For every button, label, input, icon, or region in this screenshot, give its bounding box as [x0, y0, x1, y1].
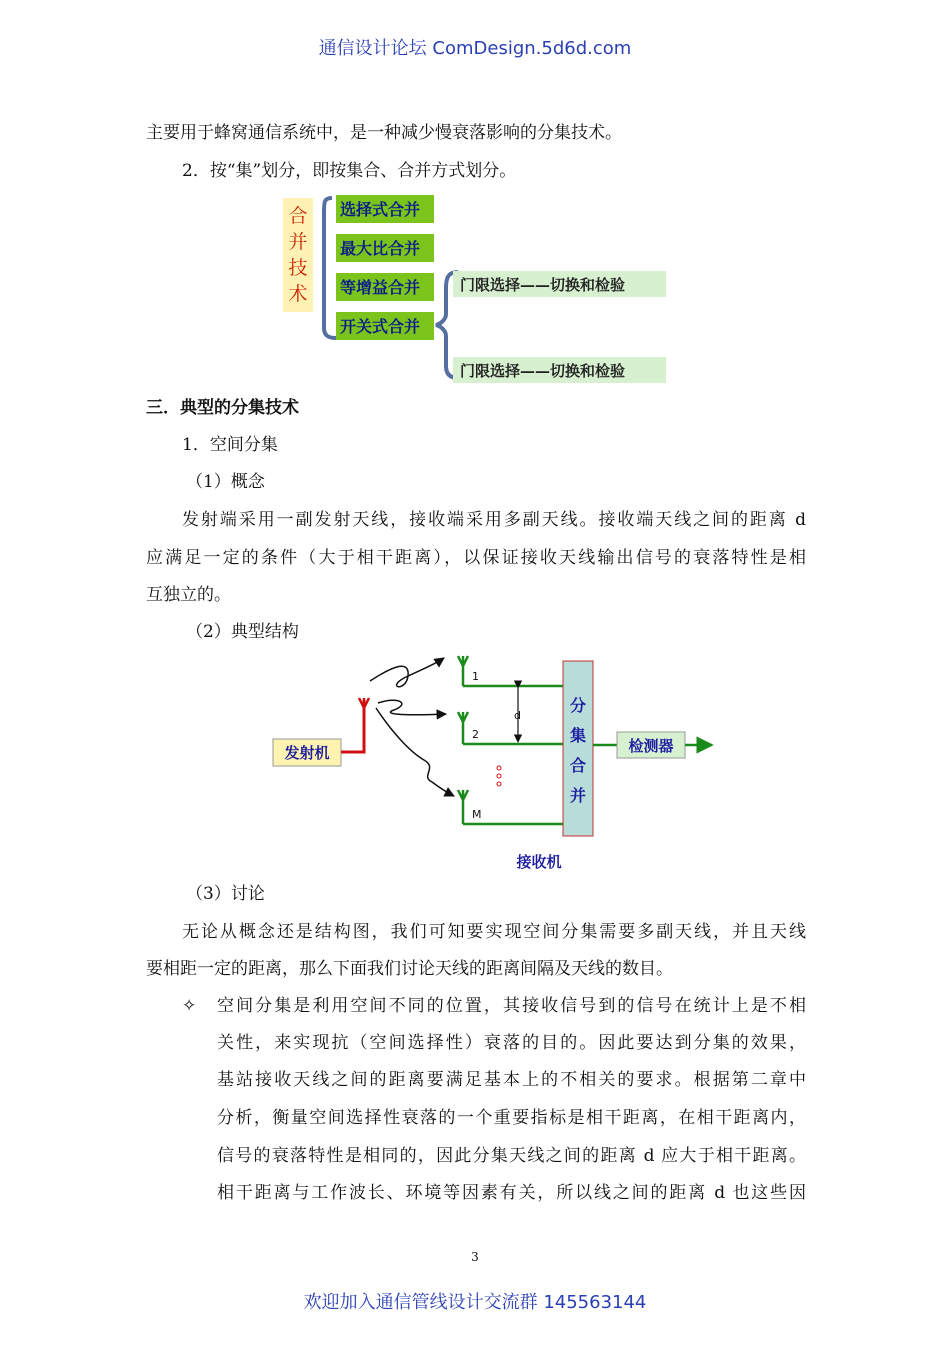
antenna-icon	[458, 656, 468, 686]
paragraph-line: 互独立的。	[146, 585, 231, 605]
technique-label: 最大比合并	[340, 239, 421, 258]
bullet-line: 信号的衰落特性是相同的，因此分集天线之间的距离 d 应大于相干距离。	[217, 1146, 806, 1166]
subsubsection-heading: （1）概念	[186, 472, 265, 492]
bullet-line: 关性，来实现抗（空间选择性）衰落的目的。因此要达到分集的效果，	[217, 1033, 806, 1053]
page-number: 3	[471, 1250, 479, 1264]
transmitter-antenna-feed	[341, 700, 364, 752]
detector-label: 检测器	[628, 737, 674, 755]
page-header: 通信设计论坛 ComDesign.5d6d.com	[318, 38, 632, 59]
subsubsection-heading: （3）讨论	[186, 884, 265, 904]
bullet-icon: ✧	[182, 996, 197, 1016]
paragraph-line: 要相距一定的距离，那么下面我们讨论天线的距离间隔及天线的数目。	[146, 959, 673, 979]
root-char: 术	[288, 283, 308, 305]
antenna-label: M	[472, 808, 482, 821]
paragraph-line: 应满足一定的条件（大于相干距离），以保证接收天线输出信号的衰落特性是相	[146, 548, 806, 568]
paragraph-line: 发射端采用一副发射天线，接收端采用多副天线。接收端天线之间的距离 d	[182, 510, 806, 530]
transmitter-antenna-icon	[359, 698, 369, 708]
space-diversity-structure-diagram	[260, 648, 730, 880]
subsection-heading: 1．空间分集	[182, 435, 278, 455]
propagation-path	[370, 658, 444, 687]
ellipsis-dot	[497, 766, 501, 770]
paragraph-line: 无论从概念还是结构图，我们可知要实现空间分集需要多副天线，并且天线	[182, 922, 806, 942]
combiner-char: 分	[569, 696, 587, 715]
antenna-label: 2	[472, 728, 479, 741]
ellipsis-dot	[497, 782, 501, 786]
combining-techniques-diagram	[270, 190, 690, 385]
propagation-path	[378, 700, 446, 715]
diversity-combiner-box	[563, 661, 593, 836]
combiner-char: 集	[569, 726, 587, 745]
section-heading: 三．典型的分集技术	[146, 398, 299, 418]
list-item-2: 2．按“集”划分，即按集合、合并方式划分。	[182, 161, 517, 181]
ellipsis-dot	[497, 774, 501, 778]
transmitter-label: 发射机	[284, 744, 330, 762]
combiner-char: 并	[569, 786, 587, 805]
bullet-line: 空间分集是利用空间不同的位置，其接收信号到的信号在统计上是不相	[217, 996, 806, 1016]
sub-technique-label: 门限选择——切换和检验	[460, 276, 626, 294]
receiver-label: 接收机	[516, 853, 562, 871]
root-char: 合	[288, 205, 308, 227]
technique-label: 选择式合并	[340, 200, 421, 219]
sub-technique-label: 门限选择——切换和检验	[460, 362, 626, 380]
diagram-root-box	[283, 198, 313, 312]
paragraph-intro-continuation: 主要用于蜂窝通信系统中，是一种减少慢衰落影响的分集技术。	[146, 123, 622, 143]
bullet-line: 分析，衡量空间选择性衰落的一个重要指标是相干距离，在相干距离内，	[217, 1108, 806, 1128]
combiner-char: 合	[569, 756, 587, 775]
antenna-label: 1	[472, 670, 479, 683]
main-brace	[324, 198, 336, 338]
root-char: 并	[288, 231, 308, 253]
bullet-line: 相干距离与工作波长、环境等因素有关，所以线之间的距离 d 也这些因	[217, 1183, 806, 1203]
page-footer: 欢迎加入通信管线设计交流群 145563144	[303, 1292, 647, 1313]
antenna-icon	[458, 712, 468, 744]
subsubsection-heading: （2）典型结构	[186, 622, 299, 642]
bullet-line: 基站接收天线之间的距离要满足基本上的不相关的要求。根据第二章中	[217, 1070, 806, 1090]
distance-label: d	[514, 709, 521, 722]
technique-label: 等增益合并	[340, 278, 421, 297]
root-char: 技	[288, 257, 308, 279]
technique-label: 开关式合并	[340, 317, 421, 336]
propagation-path	[376, 708, 454, 796]
antenna-icon	[458, 790, 468, 824]
